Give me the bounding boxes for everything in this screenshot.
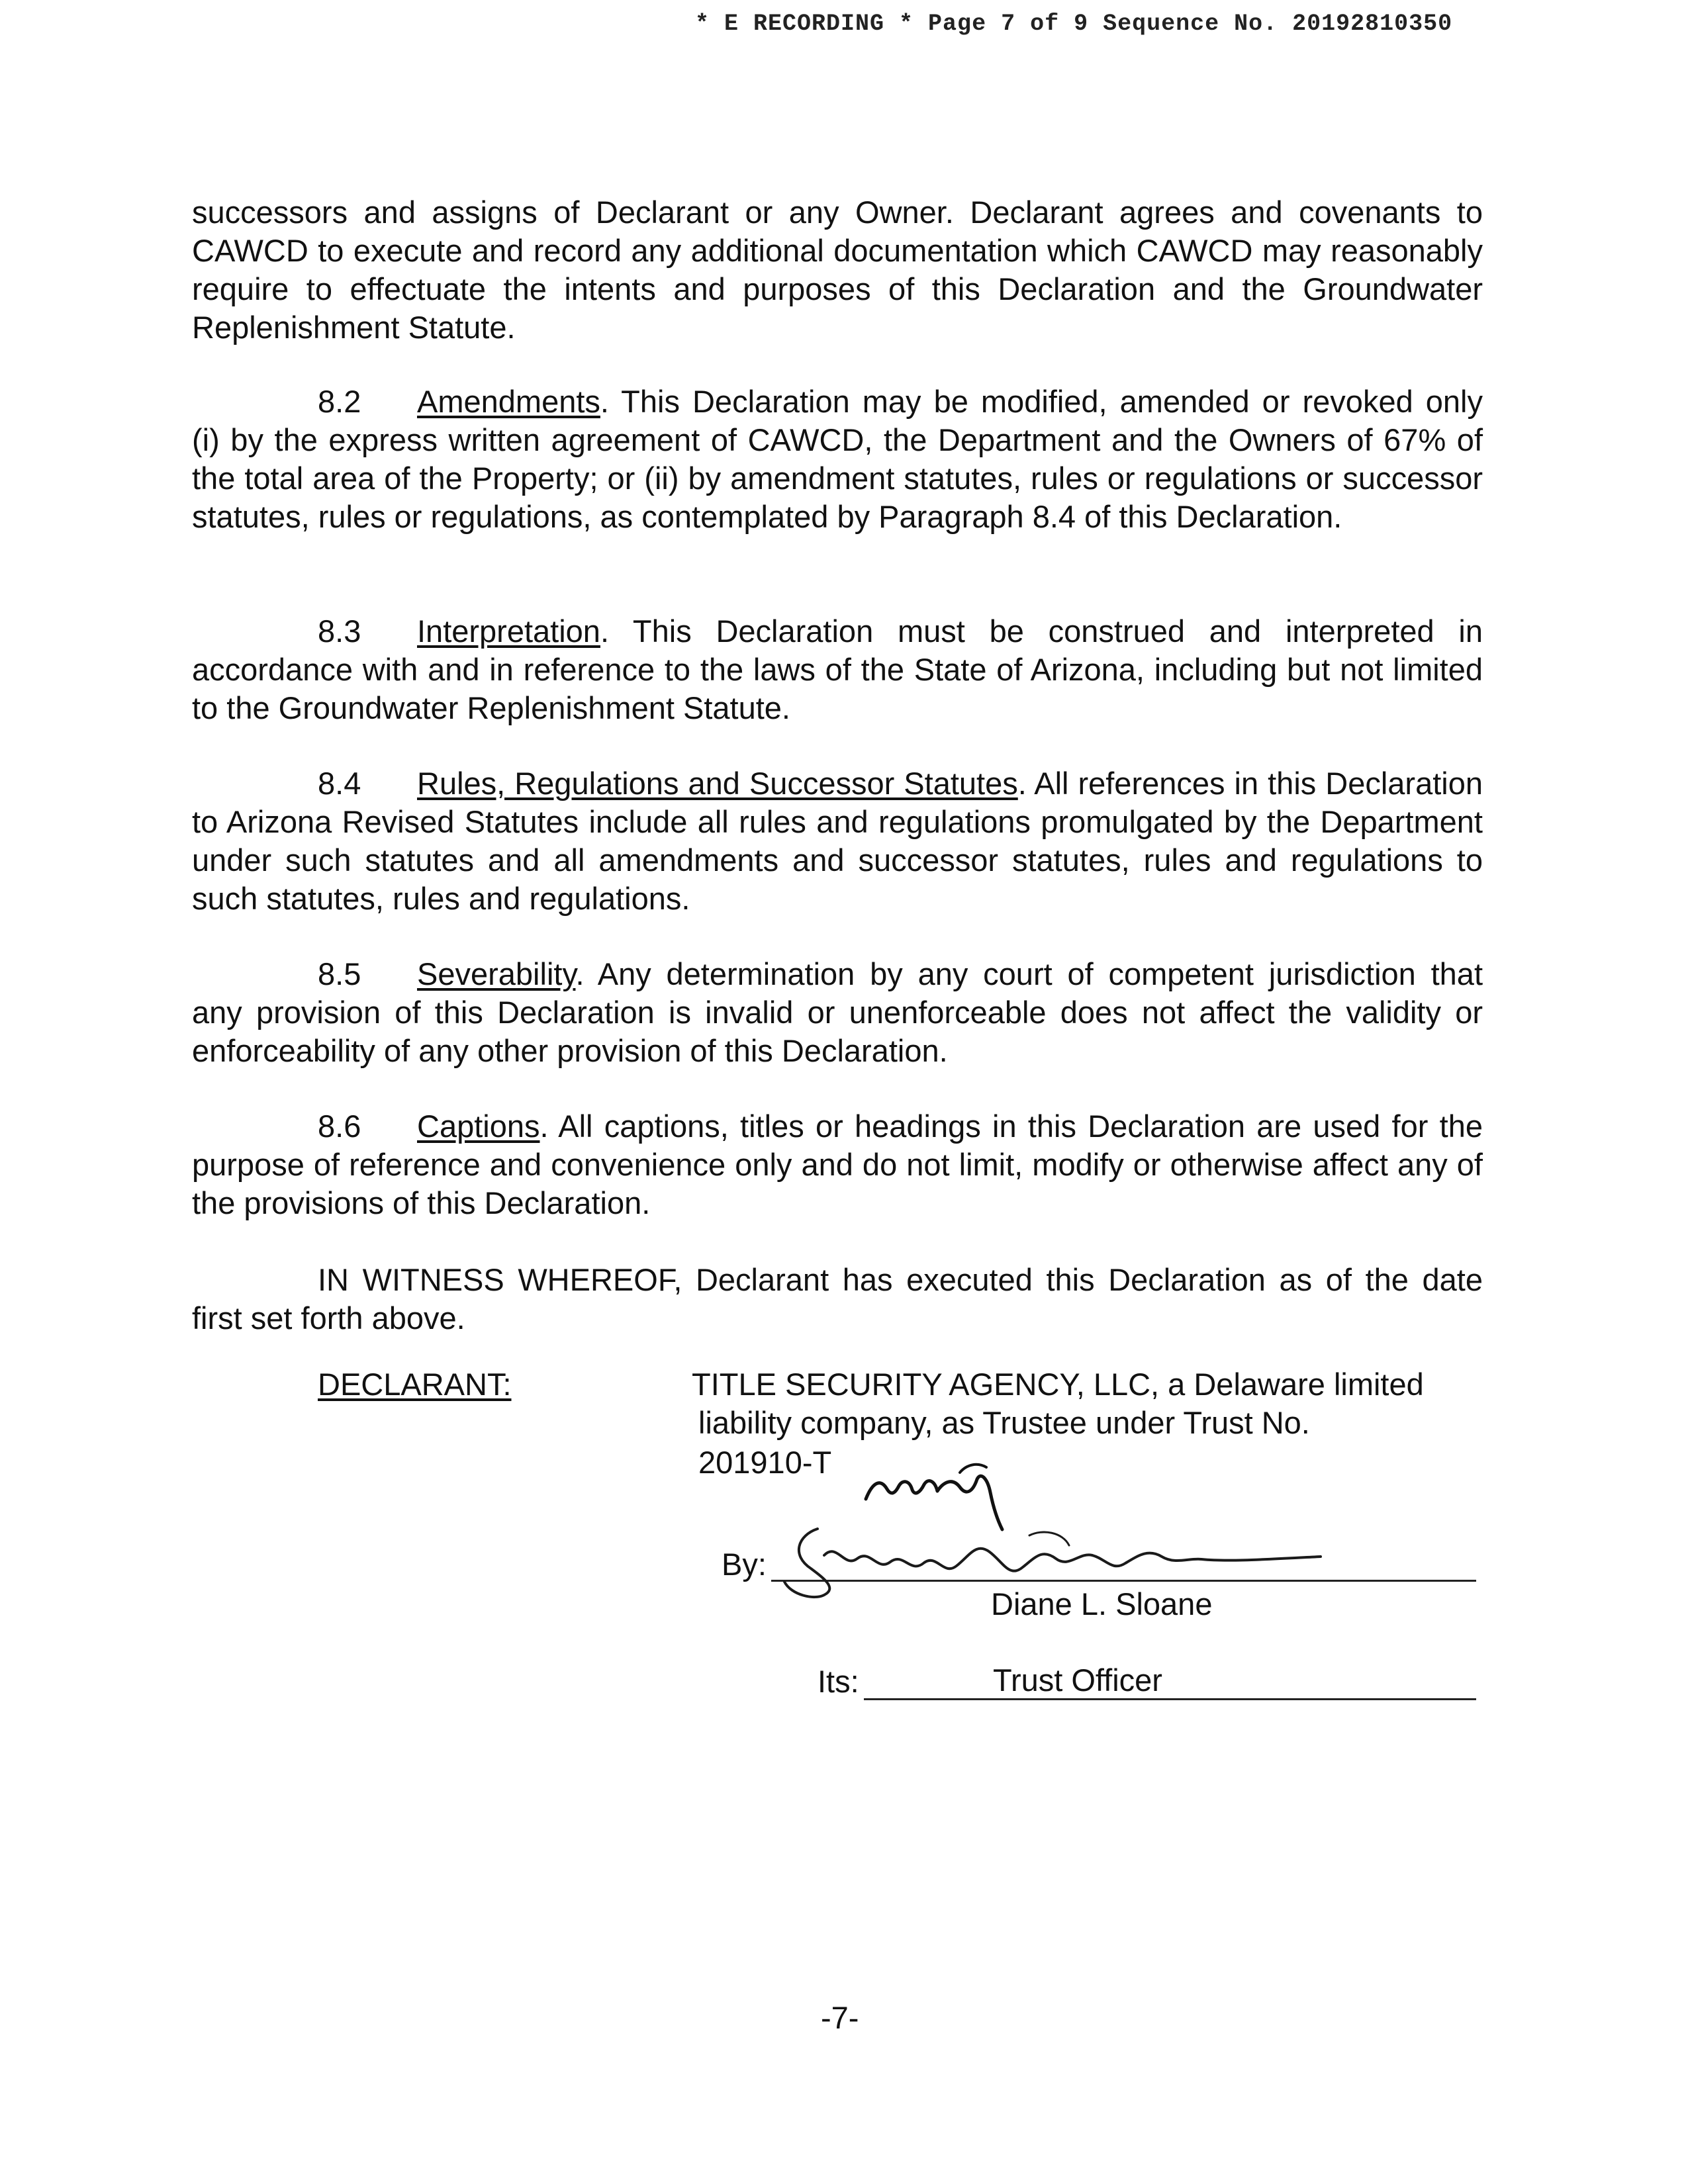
section-text: . This Declaration may be modified, amended or revoked only (i) by the express written agreement of CAWCD, the Department and the Owners of 67% of the total area of the Property; or (ii) by amendment statutes, rules or regulations or successor statutes, rules or regulations, as contemplated by Paragraph 8.4 of this Declaration. xyxy=(192,384,1483,534)
its-label: Its: xyxy=(818,1664,859,1699)
section-heading: Captions xyxy=(417,1109,540,1144)
section-text: . This Declaration must be construed and interpreted in accordance with and in reference to the laws of the State of Arizona, including but not limited to the Groundwater Replenishment Statute. xyxy=(192,614,1483,725)
section-number: 8.3 xyxy=(318,614,361,649)
section-8-6 xyxy=(192,1107,1483,1222)
declarant-label: DECLARANT: xyxy=(318,1367,512,1402)
section-text: . All references in this Declaration to Arizona Revised Statutes include all rules and regulations promulgated by the Department under such statutes and all amendments and successor statutes, rules and regulations to such statutes, rules and regulations. xyxy=(192,766,1483,916)
signer-name: Diane L. Sloane xyxy=(991,1586,1213,1621)
section-heading: Rules, Regulations and Successor Statutes xyxy=(417,766,1018,801)
trustee-line: liability company, as Trustee under Trust No. xyxy=(698,1405,1310,1440)
section-8-4 xyxy=(192,764,1483,918)
recording-header: * E RECORDING * Page 7 of 9 Sequence No. 20192810350 xyxy=(695,11,1453,37)
section-text: . Any determination by any court of competent jurisdiction that any provision of this Declaration is invalid or unenforceable does not affect the validity or enforceability of any other provision of this Declaration. xyxy=(192,956,1483,1068)
section-8-2 xyxy=(192,383,1483,536)
continuation-paragraph: successors and assigns of Declarant or any Owner. Declarant agrees and covenants to CAWCD to execute and record any additional documentation which CAWCD may reasonably require to effectuate the intents and purposes of this Declaration and the Groundwater Replenishment Statute. xyxy=(192,195,1483,345)
page-number: -7- xyxy=(821,2000,859,2035)
section-heading: Amendments xyxy=(417,384,600,419)
section-8-3 xyxy=(192,612,1483,727)
section-heading: Interpretation xyxy=(417,614,600,649)
trustee-line: 201910-T xyxy=(698,1445,832,1480)
witness-text: IN WITNESS WHEREOF, Declarant has executed this Declaration as of the date first set forth above. xyxy=(192,1262,1483,1336)
by-label: By: xyxy=(722,1547,767,1582)
trustee-line: TITLE SECURITY AGENCY, LLC, a Delaware limited xyxy=(692,1367,1424,1402)
section-8-5 xyxy=(192,955,1483,1070)
signer-title: Trust Officer xyxy=(993,1662,1162,1698)
section-number: 8.2 xyxy=(318,384,361,419)
section-heading: Severability xyxy=(417,956,576,991)
section-number: 8.4 xyxy=(318,766,361,801)
section-number: 8.5 xyxy=(318,956,361,991)
witness-paragraph xyxy=(192,1261,1483,1338)
title-rule xyxy=(864,1698,1476,1700)
section-number: 8.6 xyxy=(318,1109,361,1144)
section-text: . All captions, titles or headings in this Declaration are used for the purpose of reference and convenience only and do not limit, modify or otherwise affect any of the provisions of this Declaration. xyxy=(192,1109,1483,1220)
